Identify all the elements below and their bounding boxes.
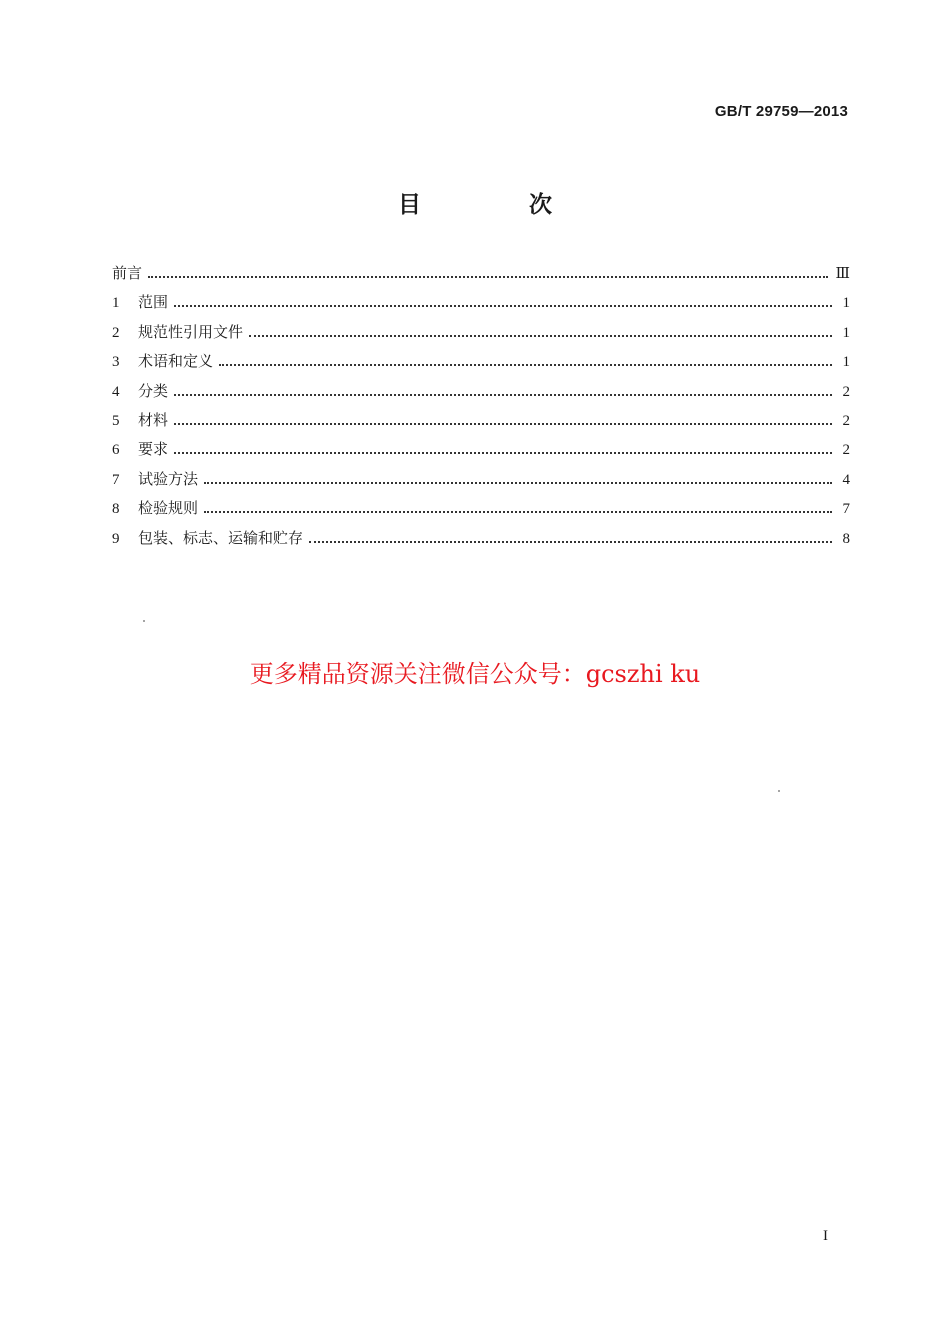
toc-number: 2: [112, 324, 120, 341]
toc-leader-dots: [174, 393, 832, 396]
toc-entry-terms-definitions[interactable]: [112, 350, 850, 379]
toc-page-number: 8: [842, 530, 850, 547]
toc-page-number: 7: [842, 501, 850, 518]
toc-entry-requirements[interactable]: [112, 438, 850, 467]
toc-label: 范围: [138, 293, 169, 312]
toc-page-number: 2: [842, 442, 850, 459]
toc-label: 材料: [138, 410, 169, 429]
toc-leader-dots: [174, 451, 832, 454]
watermark-text: 更多精品资源关注微信公众号：gcszhi ku: [249, 660, 701, 688]
toc-number: 4: [112, 383, 120, 400]
toc-page-number: 2: [842, 383, 850, 400]
toc-leader-dots: [204, 481, 832, 484]
toc-leader-dots: [148, 275, 828, 278]
page-title: 目 次: [397, 192, 602, 218]
toc-leader-dots: [204, 510, 832, 513]
toc-number: 8: [112, 501, 120, 518]
toc-leader-dots: [219, 363, 832, 366]
toc-page-number: 4: [842, 471, 850, 488]
toc-label: 规范性引用文件: [138, 322, 244, 341]
toc-leader-dots: [309, 540, 832, 543]
toc-number: 9: [112, 530, 120, 547]
toc-page-number: 1: [842, 324, 850, 341]
toc-number: 6: [112, 442, 120, 459]
scan-speck: [778, 790, 780, 792]
toc-page-number: Ⅲ: [835, 266, 850, 282]
toc-leader-dots: [174, 304, 832, 307]
toc-entry-classification[interactable]: [112, 380, 850, 409]
toc-label: 检验规则: [138, 499, 199, 518]
toc-number: 1: [112, 295, 120, 312]
toc-leader-dots: [174, 422, 832, 425]
toc-label: 分类: [138, 381, 169, 400]
toc-number: 3: [112, 354, 120, 371]
toc-entry-packaging[interactable]: [112, 527, 850, 556]
toc-entry-inspection-rules[interactable]: [112, 497, 850, 526]
toc-page-number: 1: [842, 354, 850, 371]
toc-entry-foreword[interactable]: [112, 262, 850, 291]
toc-label: 术语和定义: [138, 352, 214, 371]
standard-code: GB/T 29759—2013: [714, 103, 848, 120]
toc-page-number: 2: [842, 412, 850, 429]
scan-speck: [143, 620, 145, 622]
toc-page-number: 1: [842, 295, 850, 312]
table-of-contents: [112, 262, 850, 556]
toc-number: 7: [112, 471, 120, 488]
toc-label: 前言: [112, 264, 143, 282]
toc-label: 试验方法: [138, 469, 199, 488]
toc-label: 要求: [138, 440, 169, 459]
toc-entry-materials[interactable]: [112, 409, 850, 438]
toc-number: 5: [112, 412, 120, 429]
page-number: I: [823, 1228, 828, 1244]
toc-entry-test-methods[interactable]: [112, 468, 850, 497]
toc-entry-scope[interactable]: [112, 291, 850, 320]
toc-label: 包装、标志、运输和贮存: [138, 528, 304, 547]
toc-leader-dots: [249, 334, 832, 337]
toc-entry-normative-references[interactable]: [112, 321, 850, 350]
